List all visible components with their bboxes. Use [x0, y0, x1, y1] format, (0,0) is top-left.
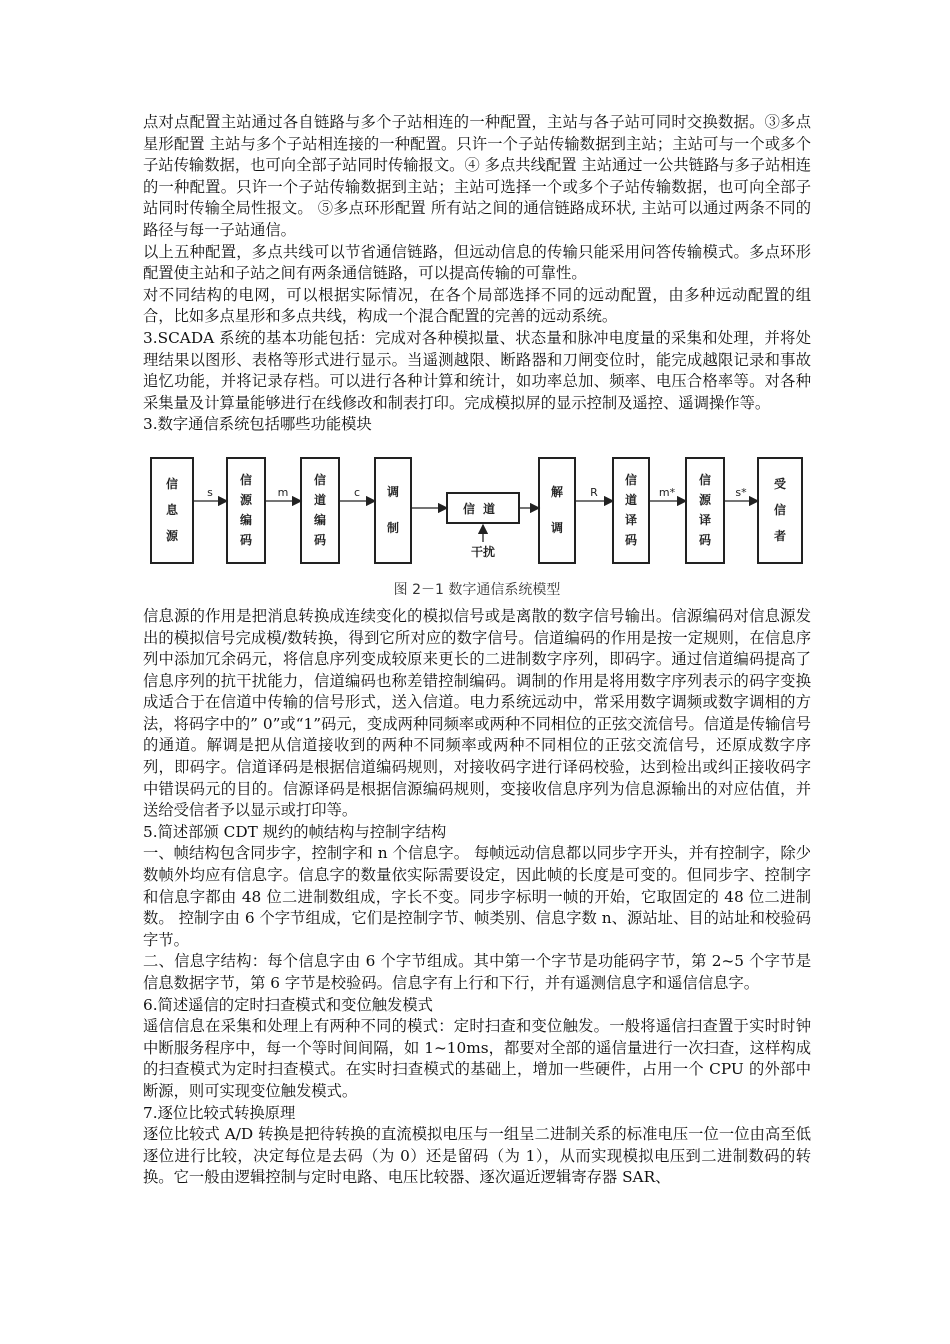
- block-modulator: [375, 458, 411, 563]
- paragraph: 一、帧结构包含同步字，控制字和 n 个信息字。 每帧远动信息都以同步字开头，并有控制字，除少数帧外均应有信息字。信息字的数量依实际需要设定，因此帧的长度是可变的。但同步字、控制字和信息字都由 48 位二进制数组成，字长不变。同步字标明一帧的开始，它取固定的 48 位二进制数。 控制字由 6 个字节组成，它们是控制字节、帧类别、信息字数 n、源站址、目的站址和校验码字节。: [143, 844, 811, 949]
- section-heading: 5.简述部颁 CDT 规约的帧结构与控制字结构: [143, 822, 447, 841]
- section-heading: 7.逐位比较式转换原理: [143, 1103, 296, 1122]
- block-label: 信道编码: [313, 472, 327, 547]
- paragraph: 以上五种配置，多点共线可以节省通信链路，但远动信息的传输只能采用问答传输模式。多点环形配置使主站和子站之间有两条通信链路，可以提高传输的可靠性。: [143, 242, 811, 283]
- document-page: [143, 112, 811, 1189]
- signal-label: m: [277, 485, 289, 499]
- block-label: 信源译码: [698, 472, 712, 547]
- block-label: 信源编码: [239, 472, 253, 547]
- paragraph: 二、信息字结构：每个信息字由 6 个字节组成。其中第一个字节是功能码字节，第 2~5 个字节是信息数据字节，第 6 字节是校验码。信息字有上行和下行，并有遥测信息字和遥信信息字。: [143, 952, 811, 992]
- signal-label: c: [353, 485, 361, 499]
- block-label: 受信者: [773, 476, 787, 543]
- block-label: 信道译码: [624, 472, 638, 547]
- figure-caption: 图 2－1 数字通信系统模型: [393, 581, 561, 598]
- paragraph: 信息源的作用是把消息转换成连续变化的模拟信号或是离散的数字信号输出。信源编码对信息源发出的模拟信号完成模/数转换，得到它所对应的数字信号。信道编码的作用是按一定规则，在信息序列中添加冗余码元，将信息序列变成较原来更长的二进制数字序列，即码字。通过信道编码提高了信息序列的抗干扰能力，信道编码也称差错控制编码。调制的作用是将用数字序列表示的码字变换成适合于在信道中传输的信号形式，送入信道。电力系统远动中，常采用数字调频或数字调相的方法，将码字中的” 0”或“1”码元，变成两种同频率或两种不同相位的正弦交流信号。信道是传输信号的通道。解调是把从信道接收到的两种不同频率或两种不同相位的正弦交流信号，还原成数字序列，即码字。信道译码是根据信道编码规则，对接收码字进行译码校验，达到检出或纠正接收码字中错误码元的目的。信源译码是根据信源编码规则，变接收信息序列为信息源输出的对应估值，并送给受信者予以显示或打印等。: [143, 606, 811, 820]
- digital-communication-system-diagram: [143, 438, 811, 606]
- block-label: 信息源: [165, 476, 179, 543]
- section-heading: 3.数字通信系统包括哪些功能模块: [143, 415, 372, 434]
- paragraph: 对不同结构的电网，可以根据实际情况，在各个局部选择不同的远动配置，由多种远动配置的组合，比如多点星形和多点共线，构成一个混合配置的完善的远动系统。: [143, 285, 811, 326]
- block-demodulator: [539, 458, 575, 563]
- signal-label: m*: [658, 485, 676, 499]
- noise-label: 干扰: [470, 544, 496, 559]
- paragraph: 3.SCADA 系统的基本功能包括：完成对各种模拟量、状态量和脉冲电度量的采集和处理，并将处理结果以图形、表格等形式进行显示。当遥测越限、断路器和刀闸变位时，能完成越限记录和事故追忆功能，并将记录存档。可以进行各种计算和统计，如功率总加、频率、电压合格率等。对各种采集量及计算量能够进行在线修改和制表打印。完成模拟屏的显示控制及遥控、遥调操作等。: [143, 328, 811, 412]
- paragraph: 逐位比较式 A/D 转换是把待转换的直流模拟电压与一组呈二进制关系的标准电压一位一位由高至低逐位进行比较，决定每位是去码（为 0）还是留码（为 1），从而实现模拟电压到二进制数码的转换。它一般由逻辑控制与定时电路、电压比较器、逐次逼近逻辑寄存器 SAR、: [143, 1125, 811, 1187]
- block-label: 解调: [550, 484, 564, 535]
- signal-label: s*: [735, 485, 747, 499]
- block-label: 信道: [462, 501, 504, 516]
- section-heading: 6.简述遥信的定时扫查模式和变位触发模式: [143, 995, 433, 1014]
- paragraph: 点对点配置主站通过各自链路与多个子站相连的一种配置，主站与各子站可同时交换数据。③多点星形配置 主站与多个子站相连接的一种配置。只许一个子站传输数据到主站；主站可与一个或多个子站传输数据，也可向全部子站同时传输报文。④ 多点共线配置 主站通过一公共链路与多子站相连的一种配置。只许一个子站传输数据到主站；主站可选择一个或多个子站传输数据，也可向全部子站同时传输全局性报文。 ⑤多点环形配置 所有站之间的通信链路成环状, 主站可以通过两条不同的路径与每一子站通信。: [143, 113, 811, 239]
- signal-label: s: [207, 485, 213, 499]
- signal-label: R: [590, 485, 598, 499]
- paragraph: 遥信信息在采集和处理上有两种不同的模式：定时扫查和变位触发。一般将遥信扫查置于实时时钟中断服务程序中，每一个等时间间隔，如 1~10ms，都要对全部的遥信量进行一次扫查，这样构成的扫查模式为定时扫查模式。在实时扫查模式的基础上，增加一些硬件，占用一个 CPU 的外部中断源，则可实现变位触发模式。: [143, 1017, 811, 1100]
- block-label: 调制: [386, 484, 400, 535]
